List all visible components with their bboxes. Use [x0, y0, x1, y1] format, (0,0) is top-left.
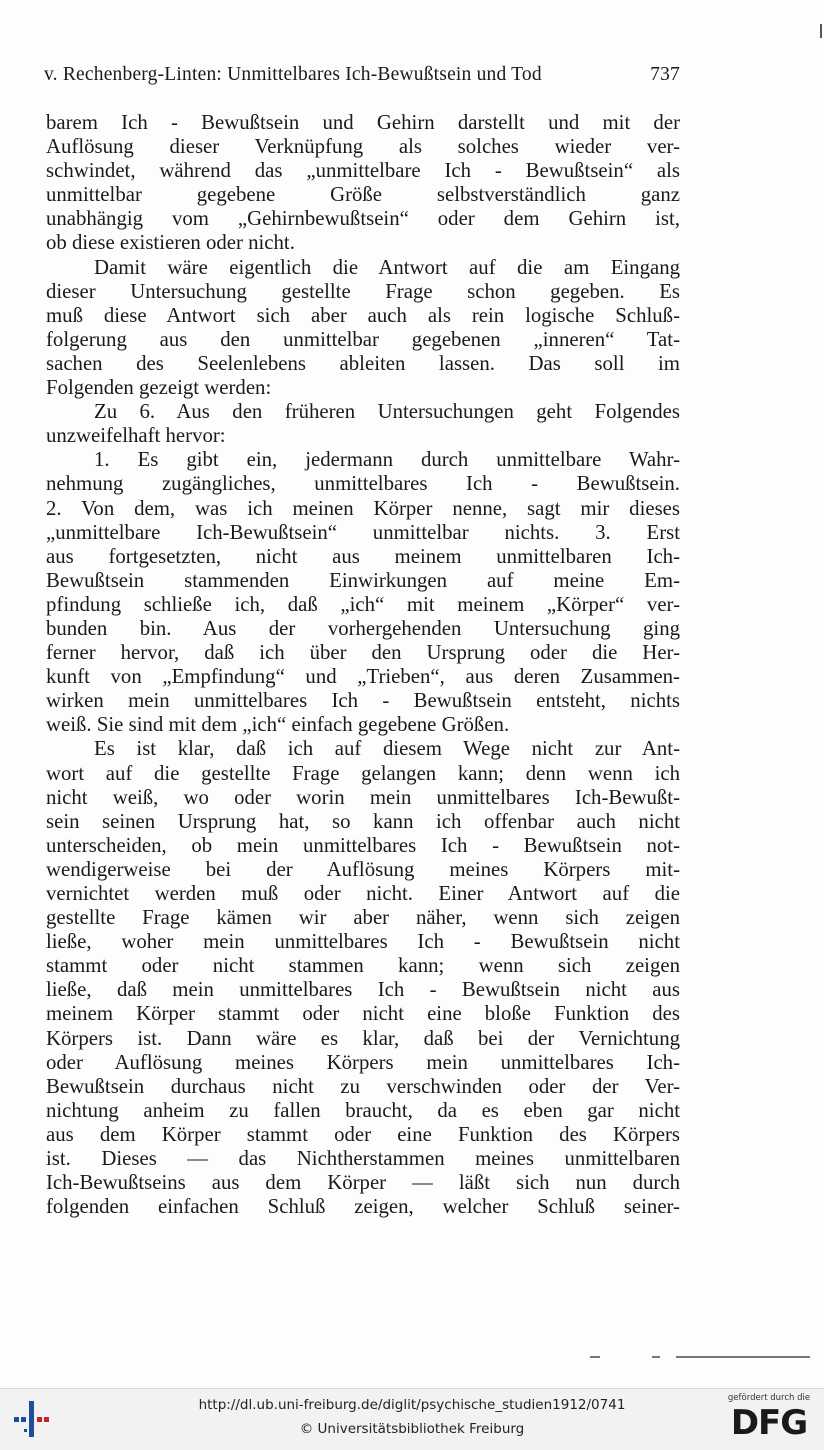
- text-line: vernichtet werden muß oder nicht. Einer Antwort auf die: [46, 882, 680, 905]
- text-line: 2. Von dem, was ich meinen Körper nenne, sagt mir dieses: [46, 496, 680, 520]
- text-line: aus fortgesetzten, nicht aus meinem unmittelbaren Ich-: [46, 544, 680, 568]
- text-line: Folgenden gezeigt werden:: [46, 376, 272, 400]
- page-edge-mark: [820, 24, 822, 38]
- body-text: [46, 111, 680, 1219]
- page-bottom-rule: [590, 1356, 810, 1358]
- text-line: ist. Dieses — das Nichtherstammen meines unmittelbaren: [46, 1147, 680, 1171]
- text-line: unzweifelhaft hervor:: [46, 424, 226, 448]
- copyright-notice: © Universitätsbibliothek Freiburg: [299, 1421, 525, 1437]
- text-line: sein seinen Ursprung hat, so kann ich offenbar auch nicht: [46, 809, 680, 833]
- text-line: Damit wäre eigentlich die Antwort auf die am Eingang: [94, 255, 680, 279]
- text-line: „unmittelbare Ich-Bewußtsein“ unmittelbar nichts. 3. Erst: [46, 520, 680, 544]
- text-line: Ich-Bewußtseins aus dem Körper — läßt sich nun durch: [46, 1171, 680, 1195]
- text-line: folgerung aus den unmittelbar gegebenen „inneren“ Tat-: [46, 327, 680, 351]
- document-url-link[interactable]: http://dl.ub.uni-freiburg.de/diglit/psychische_studien1912/0741: [198, 1397, 626, 1413]
- text-line: wirken mein unmittelbares Ich - Bewußtsein entsteht, nichts: [46, 689, 680, 713]
- running-head: [44, 64, 680, 86]
- text-line: folgenden einfachen Schluß zeigen, welcher Schluß seiner-: [46, 1195, 680, 1219]
- text-line: stammt oder nicht stammen kann; wenn sich zeigen: [46, 954, 680, 978]
- text-line: oder Auflösung meines Körpers mein unmittelbares Ich-: [46, 1050, 680, 1074]
- text-line: wendigerweise bei der Auflösung meines Körpers mit-: [46, 857, 680, 881]
- text-line: ließe, daß mein unmittelbares Ich - Bewußtsein nicht aus: [46, 978, 680, 1002]
- text-line: kunft von „Empfindung“ und „Trieben“, aus deren Zusammen-: [46, 665, 680, 689]
- text-line: 1. Es gibt ein, jedermann durch unmittelbare Wahr-: [94, 448, 680, 472]
- text-line: sachen des Seelenlebens ableiten lassen. Das soll im: [46, 351, 680, 375]
- viewer-footer: [0, 1388, 824, 1450]
- text-line: pfindung schließe ich, daß „ich“ mit meinem „Körper“ ver-: [46, 592, 680, 616]
- text-line: unmittelbar gegebene Größe selbstverständlich ganz: [46, 183, 680, 207]
- text-line: bunden bin. Aus der vorhergehenden Untersuchung ging: [46, 616, 680, 640]
- text-line: nehmung zugängliches, unmittelbares Ich - Bewußtsein.: [46, 472, 680, 496]
- page-number: 737: [650, 64, 680, 85]
- text-line: schwindet, während das „unmittelbare Ich - Bewußtsein“ als: [46, 159, 680, 183]
- text-line: Körpers ist. Dann wäre es klar, daß bei der Vernichtung: [46, 1026, 680, 1050]
- text-line: unabhängig vom „Gehirnbewußtsein“ oder dem Gehirn ist,: [46, 207, 680, 231]
- text-line: Bewußtsein durchaus nicht zu verschwinden oder der Ver-: [46, 1074, 680, 1098]
- text-line: Bewußtsein stammenden Einwirkungen auf meine Em-: [46, 568, 680, 592]
- text-line: ließe, woher mein unmittelbares Ich - Bewußtsein nicht: [46, 930, 680, 954]
- text-line: Es ist klar, daß ich auf diesem Wege nicht zur Ant-: [94, 737, 680, 761]
- text-line: muß diese Antwort sich aber auch als rein logische Schluß-: [46, 303, 680, 327]
- text-line: barem Ich - Bewußtsein und Gehirn darstellt und mit der: [46, 111, 680, 134]
- text-line: wort auf die gestellte Frage gelangen kann; denn wenn ich: [46, 761, 680, 785]
- text-line: gestellte Frage kämen wir aber näher, wenn sich zeigen: [46, 906, 680, 930]
- text-line: nicht weiß, wo oder worin mein unmittelbares Ich-Bewußt-: [46, 785, 680, 809]
- dfg-logo: DFG: [730, 1403, 808, 1443]
- text-line: Auflösung dieser Verknüpfung als solches wieder ver-: [46, 135, 680, 159]
- text-line: meinem Körper stammt oder nicht eine bloße Funktion des: [46, 1002, 680, 1026]
- text-line: Zu 6. Aus den früheren Untersuchungen geht Folgendes: [94, 400, 680, 424]
- text-line: weiß. Sie sind mit dem „ich“ einfach gegebene Größen.: [46, 713, 510, 737]
- running-title: v. Rechenberg-Linten: Unmittelbares Ich-Bewußtsein und Tod: [44, 64, 542, 85]
- text-line: dieser Untersuchung gestellte Frage schon gegeben. Es: [46, 279, 680, 303]
- text-line: aus dem Körper stammt oder eine Funktion des Körpers: [46, 1122, 680, 1146]
- text-line: ob diese existieren oder nicht.: [46, 231, 295, 255]
- text-line: unterscheiden, ob mein unmittelbares Ich - Bewußtsein not-: [46, 833, 680, 857]
- funding-note: gefördert durch die: [727, 1393, 811, 1403]
- text-line: ferner hervor, daß ich über den Ursprung oder die Her-: [46, 641, 680, 665]
- text-line: nichtung anheim zu fallen braucht, da es eben gar nicht: [46, 1098, 680, 1122]
